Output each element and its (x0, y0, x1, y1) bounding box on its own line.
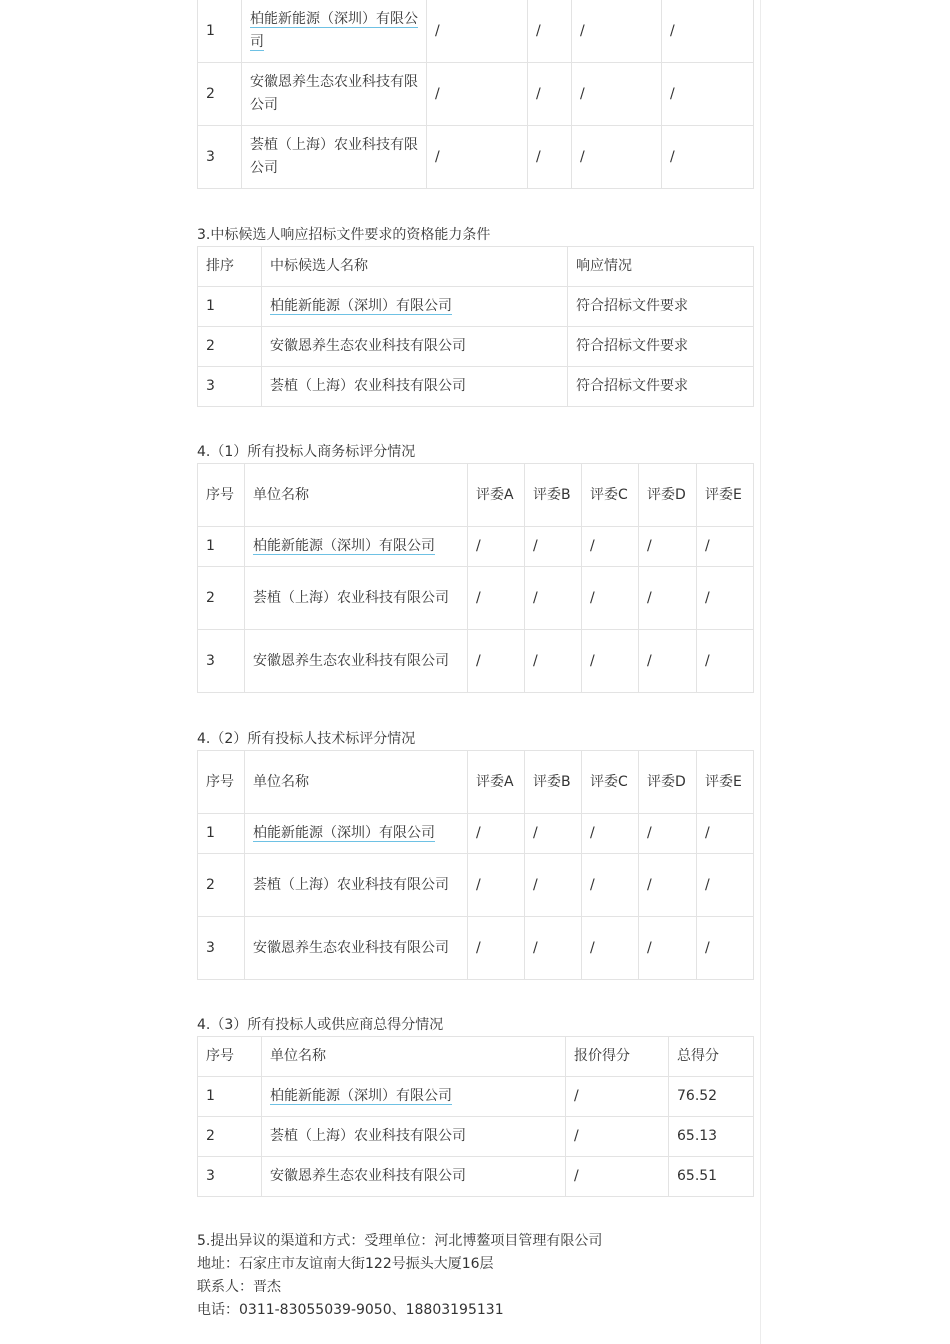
row-number: 2 (198, 1117, 262, 1157)
score-cell: / (582, 567, 639, 630)
table-row (198, 1077, 754, 1117)
value-cell: / (662, 0, 754, 63)
table-header-row (198, 1037, 754, 1077)
row-number: 1 (198, 527, 245, 567)
row-number: 1 (198, 1077, 262, 1117)
company-link[interactable]: 柏能新能源（深圳）有限公司 (253, 825, 435, 841)
header-cell: 中标候选人名称 (262, 247, 568, 287)
header-cell: 序号 (198, 1037, 262, 1077)
price-score-cell: / (566, 1117, 669, 1157)
score-cell: / (525, 567, 582, 630)
header-cell: 排序 (198, 247, 262, 287)
table-row (198, 917, 754, 980)
total-score-cell: 65.13 (669, 1117, 754, 1157)
row-number: 3 (198, 367, 262, 407)
contact-person-line: 联系人：晋杰 (197, 1279, 281, 1295)
table-row (198, 63, 754, 126)
section-3-heading: 3.中标候选人响应招标文件要求的资格能力条件 (197, 227, 491, 243)
table-header-row (198, 464, 754, 527)
value-cell: / (572, 63, 662, 126)
row-number: 3 (198, 917, 245, 980)
row-number: 3 (198, 1157, 262, 1197)
company-name-cell: 荟植（上海）农业科技有限公司 (245, 854, 468, 917)
value-cell: / (528, 126, 572, 189)
score-cell: / (639, 567, 697, 630)
company-name-cell: 安徽恩养生态农业科技有限公司 (245, 630, 468, 693)
header-cell: 评委B (525, 464, 582, 527)
header-cell: 评委B (525, 751, 582, 814)
total-score-cell: 76.52 (669, 1077, 754, 1117)
company-name-cell (262, 287, 568, 327)
header-cell: 序号 (198, 751, 245, 814)
score-cell: / (525, 917, 582, 980)
score-cell: / (639, 917, 697, 980)
row-number: 1 (198, 0, 242, 63)
value-cell: / (662, 63, 754, 126)
score-cell: / (582, 527, 639, 567)
company-name-cell: 安徽恩养生态农业科技有限公司 (242, 63, 427, 126)
header-cell: 总得分 (669, 1037, 754, 1077)
price-score-cell: / (566, 1157, 669, 1197)
qualification-table (197, 246, 753, 407)
objection-contact-info (197, 1230, 602, 1322)
score-cell: / (468, 814, 525, 854)
company-name-cell (245, 814, 468, 854)
header-cell: 评委E (697, 751, 754, 814)
company-link[interactable]: 柏能新能源（深圳）有限公司 (270, 1088, 452, 1104)
row-number: 2 (198, 63, 242, 126)
business-score-table (197, 463, 753, 693)
section-4-2-heading: 4.（2）所有投标人技术标评分情况 (197, 731, 416, 747)
total-score-table (197, 1036, 753, 1197)
header-cell: 评委C (582, 464, 639, 527)
total-score-cell: 65.51 (669, 1157, 754, 1197)
row-number: 1 (198, 814, 245, 854)
table-row (198, 1117, 754, 1157)
row-number: 2 (198, 567, 245, 630)
score-cell: / (697, 917, 754, 980)
company-link[interactable]: 柏能新能源（深圳）有限公司 (253, 538, 435, 554)
company-link[interactable]: 柏能新能源（深圳）有限公司 (270, 298, 452, 314)
value-cell: / (427, 0, 528, 63)
row-number: 2 (198, 327, 262, 367)
row-number: 3 (198, 126, 242, 189)
value-cell: / (427, 126, 528, 189)
score-cell: / (639, 527, 697, 567)
table-row (198, 527, 754, 567)
score-cell: / (697, 527, 754, 567)
table-row (198, 0, 754, 63)
company-name-cell (242, 0, 427, 63)
section-4-1-heading: 4.（1）所有投标人商务标评分情况 (197, 444, 416, 460)
score-cell: / (697, 814, 754, 854)
score-cell: / (525, 854, 582, 917)
technical-score-table (197, 750, 753, 980)
value-cell: / (427, 63, 528, 126)
score-cell: / (697, 567, 754, 630)
row-number: 2 (198, 854, 245, 917)
row-number: 3 (198, 630, 245, 693)
header-cell: 单位名称 (262, 1037, 566, 1077)
company-link[interactable]: 柏能新能源（深圳）有限公司 (250, 11, 418, 50)
status-cell: 符合招标文件要求 (568, 287, 754, 327)
header-cell: 评委A (468, 464, 525, 527)
header-cell: 评委D (639, 464, 697, 527)
table-row (198, 367, 754, 407)
header-cell: 单位名称 (245, 464, 468, 527)
score-cell: / (697, 630, 754, 693)
candidate-detail-table (197, 0, 753, 189)
score-cell: / (525, 527, 582, 567)
table-row (198, 327, 754, 367)
table-row (198, 287, 754, 327)
score-cell: / (582, 630, 639, 693)
score-cell: / (525, 630, 582, 693)
score-cell: / (468, 630, 525, 693)
company-name-cell: 荟植（上海）农业科技有限公司 (262, 367, 568, 407)
objection-channel-line: 5.提出异议的渠道和方式：受理单位：河北博鳌项目管理有限公司 (197, 1233, 603, 1249)
score-cell: / (697, 854, 754, 917)
status-cell: 符合招标文件要求 (568, 327, 754, 367)
value-cell: / (572, 0, 662, 63)
price-score-cell: / (566, 1077, 669, 1117)
company-name-cell: 安徽恩养生态农业科技有限公司 (262, 327, 568, 367)
company-name-cell: 荟植（上海）农业科技有限公司 (262, 1117, 566, 1157)
value-cell: / (528, 63, 572, 126)
table-row (198, 854, 754, 917)
score-cell: / (468, 854, 525, 917)
table-header-row (198, 247, 754, 287)
address-line: 地址：石家庄市友谊南大街122号振头大厦16层 (197, 1256, 494, 1272)
table-row (198, 814, 754, 854)
score-cell: / (582, 917, 639, 980)
header-cell: 评委D (639, 751, 697, 814)
score-cell: / (582, 814, 639, 854)
score-cell: / (639, 814, 697, 854)
header-cell: 报价得分 (566, 1037, 669, 1077)
table-row (198, 1157, 754, 1197)
company-name-cell: 安徽恩养生态农业科技有限公司 (245, 917, 468, 980)
score-cell: / (468, 527, 525, 567)
row-number: 1 (198, 287, 262, 327)
value-cell: / (528, 0, 572, 63)
score-cell: / (468, 567, 525, 630)
table-row (198, 630, 754, 693)
company-name-cell: 荟植（上海）农业科技有限公司 (242, 126, 427, 189)
score-cell: / (639, 854, 697, 917)
company-name-cell (262, 1077, 566, 1117)
score-cell: / (639, 630, 697, 693)
value-cell: / (572, 126, 662, 189)
header-cell: 评委E (697, 464, 754, 527)
header-cell: 响应情况 (568, 247, 754, 287)
header-cell: 单位名称 (245, 751, 468, 814)
header-cell: 评委C (582, 751, 639, 814)
table-row (198, 567, 754, 630)
phone-line: 电话：0311-83055039-9050、18803195131 (197, 1302, 504, 1318)
table-row (198, 126, 754, 189)
score-cell: / (525, 814, 582, 854)
table-header-row (198, 751, 754, 814)
header-cell: 评委A (468, 751, 525, 814)
company-name-cell (245, 527, 468, 567)
section-4-3-heading: 4.（3）所有投标人或供应商总得分情况 (197, 1017, 444, 1033)
score-cell: / (582, 854, 639, 917)
value-cell: / (662, 126, 754, 189)
header-cell: 序号 (198, 464, 245, 527)
company-name-cell: 安徽恩养生态农业科技有限公司 (262, 1157, 566, 1197)
score-cell: / (468, 917, 525, 980)
status-cell: 符合招标文件要求 (568, 367, 754, 407)
company-name-cell: 荟植（上海）农业科技有限公司 (245, 567, 468, 630)
